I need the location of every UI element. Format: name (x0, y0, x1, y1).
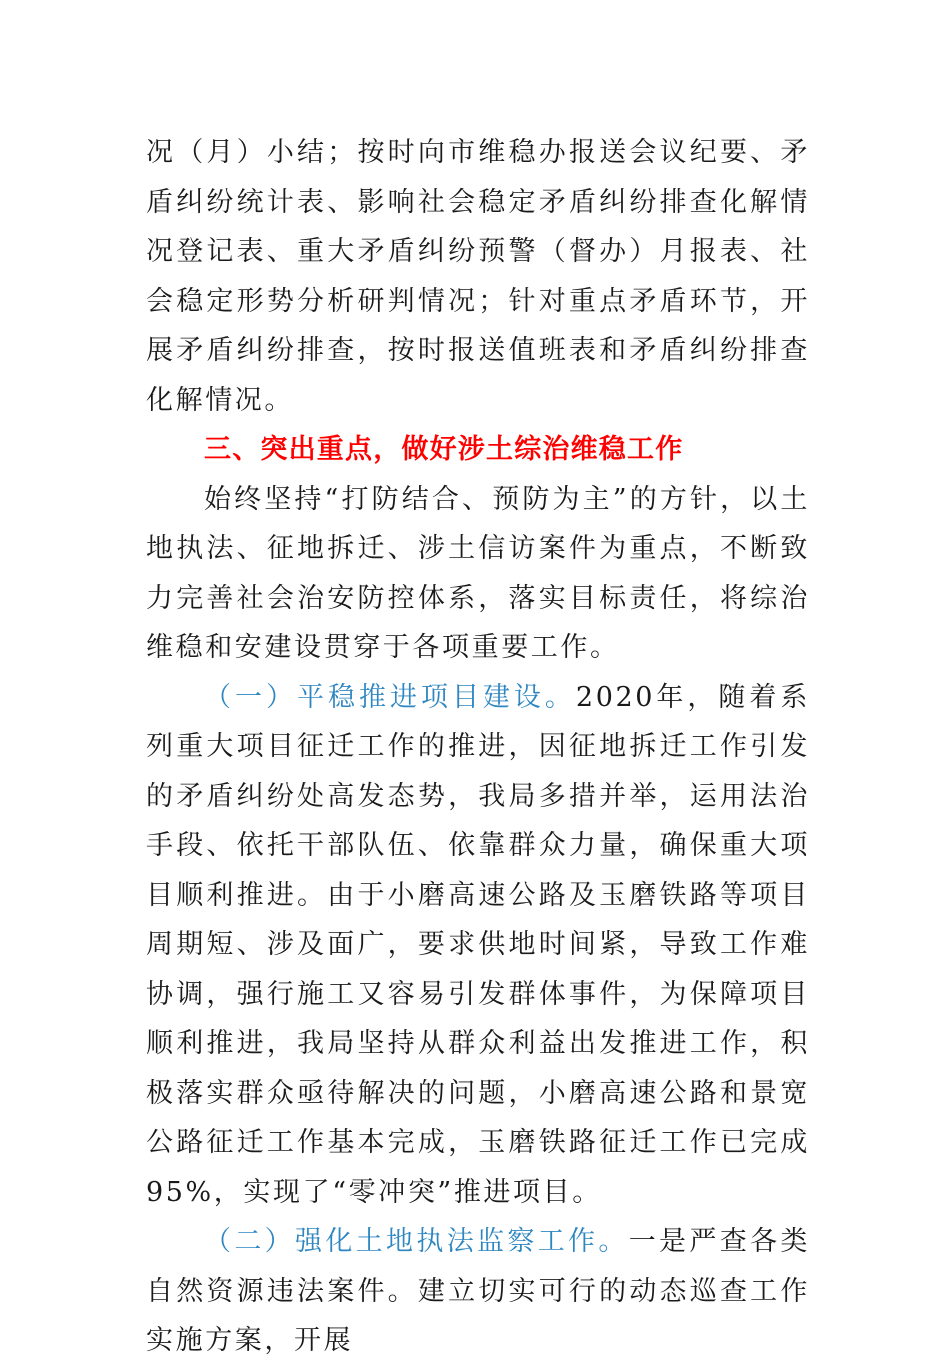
subsection-2-paragraph (146, 1217, 810, 1366)
subsection-2-body: 一是严查各类自然资源违法案件。建立切实可行的动态巡查工作实施方案，开展 (146, 1226, 810, 1356)
subsection-1-heading: （一）平稳推进项目建设。 (204, 681, 576, 713)
subsection-2-heading: （二）强化土地执法监察工作。 (204, 1226, 629, 1257)
section-heading (146, 425, 810, 475)
document-body (146, 128, 810, 1366)
section-heading-text: 三、突出重点，做好涉土综治维稳工作 (204, 434, 684, 465)
subsection-1-body: 2020年，随着系列重大项目征迁工作的推进，因征地拆迁工作引发的矛盾纠纷处高发态势，我局多措并举，运用法治手段、依托干部队伍、依靠群众力量，确保重大项目顺利推进。由于小磨高速公路及玉磨铁路等项目周期短、涉及面广，要求供地时间紧，导致工作难协调，强行施工又容易引发群体事件，为保障项目顺利推进，我局坚持从群众利益出发推进工作，积极落实群众亟待解决的问题，小磨高速公路和景宽公路征迁工作基本完成，玉磨铁路征迁工作已完成95%，实现了“零冲突”推进项目。 (146, 681, 810, 1208)
subsection-1-paragraph (146, 673, 810, 1218)
section-intro-text: 始终坚持“打防结合、预防为主”的方针，以土地执法、征地拆迁、涉土信访案件为重点，不断致力完善社会治安防控体系，落实目标责任，将综治维稳和安建设贯穿于各项重要工作。 (146, 483, 810, 663)
paragraph-continuation-text: 况（月）小结；按时向市维稳办报送会议纪要、矛盾纠纷统计表、影响社会稳定矛盾纠纷排查化解情况登记表、重大矛盾纠纷预警（督办）月报表、社会稳定形势分析研判情况；针对重点矛盾环节，开展矛盾纠纷排查，按时报送值班表和矛盾纠纷排查化解情况。 (146, 137, 810, 416)
section-intro-paragraph (146, 475, 810, 673)
paragraph-continuation (146, 128, 810, 425)
